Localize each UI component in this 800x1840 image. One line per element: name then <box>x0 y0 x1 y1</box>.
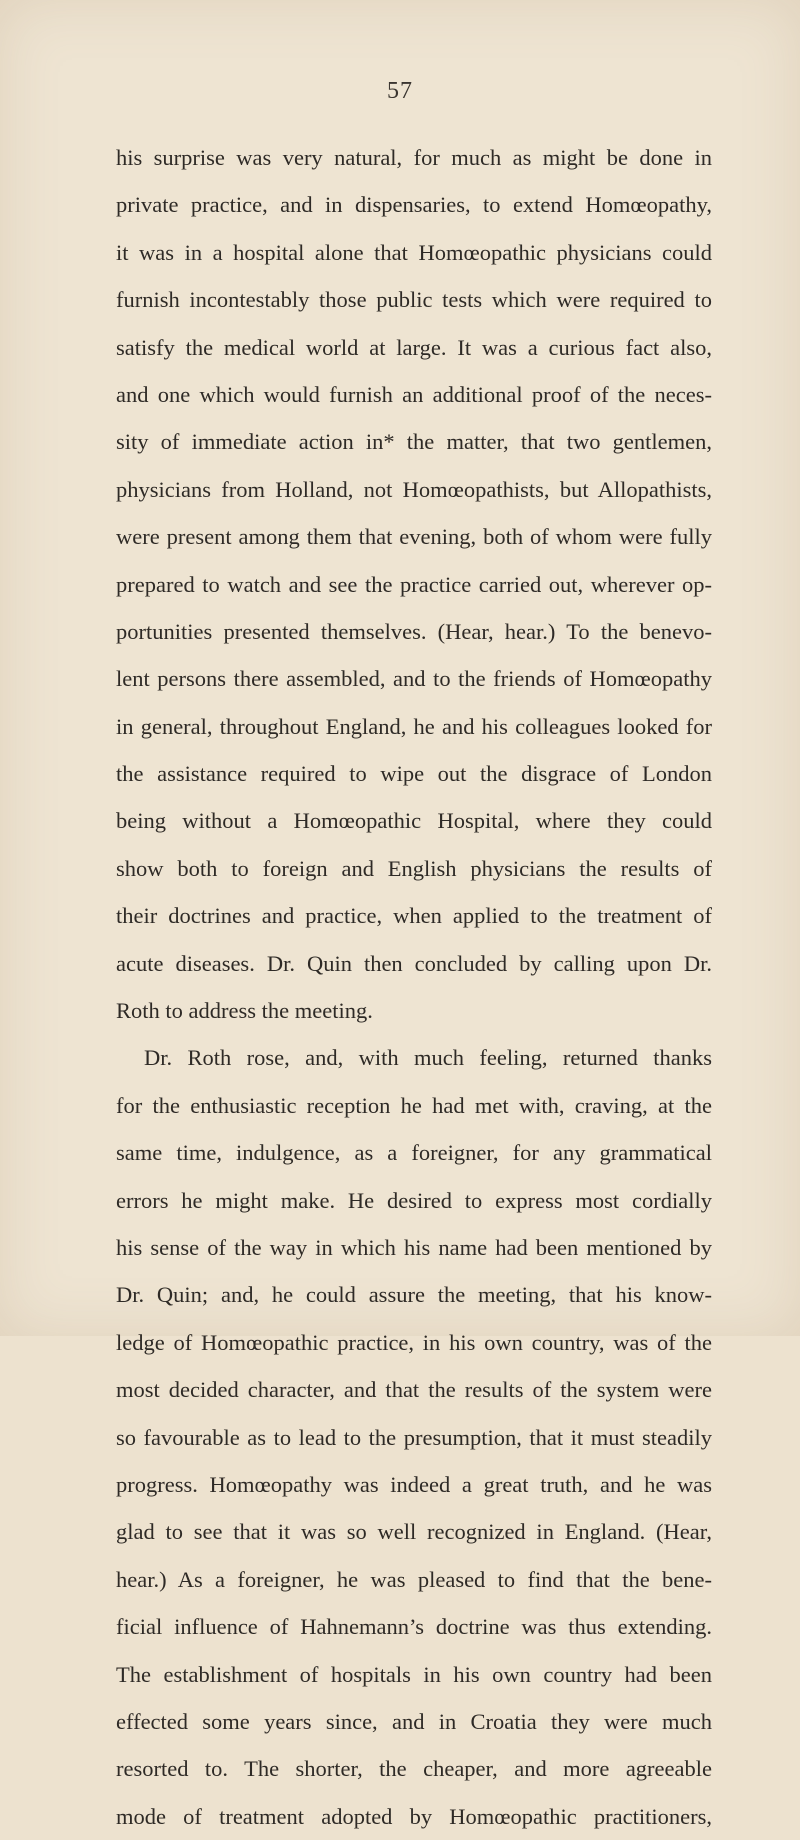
text-line: acute diseases. Dr. Quin then concluded by calling upon Dr. <box>116 950 712 976</box>
text-line: for the enthusiastic reception he had met with, craving, at the <box>116 1092 712 1118</box>
text-line: progress. Homœopathy was indeed a great truth, and he was <box>116 1471 712 1497</box>
text-line: portunities presented themselves. (Hear, hear.) To the benevo- <box>116 618 712 644</box>
text-line: and one which would furnish an additional proof of the neces- <box>116 381 712 407</box>
text-line: show both to foreign and English physicians the results of <box>116 855 712 881</box>
text-line: prepared to watch and see the practice carried out, wherever op- <box>116 571 712 597</box>
text-line: sity of immediate action in* the matter, that two gentlemen, <box>116 429 712 455</box>
text-line: effected some years since, and in Croatia they were much <box>116 1708 712 1734</box>
text-line: were present among them that evening, both of whom were fully <box>116 524 712 550</box>
paragraph-start-line: Dr. Roth rose, and, with much feeling, returned thanks <box>144 1045 712 1071</box>
text-line: ficial influence of Hahnemann’s doctrine was thus extending. <box>116 1614 712 1640</box>
text-line: resorted to. The shorter, the cheaper, and more agreeable <box>116 1756 712 1782</box>
text-line: their doctrines and practice, when applied to the treatment of <box>116 903 712 929</box>
body-text <box>116 134 712 1840</box>
text-line: private practice, and in dispensaries, to extend Homœopathy, <box>116 192 712 218</box>
text-line: it was in a hospital alone that Homœopathic physicians could <box>116 239 712 265</box>
text-line: errors he might make. He desired to express most cordially <box>116 1187 712 1213</box>
text-line: satisfy the medical world at large. It was a curious fact also, <box>116 334 712 360</box>
text-line: furnish incontestably those public tests which were required to <box>116 287 712 313</box>
text-line: physicians from Holland, not Homœopathists, but Allopathists, <box>116 476 712 502</box>
text-line: in general, throughout England, he and his colleagues looked for <box>116 713 712 739</box>
text-line: hear.) As a foreigner, he was pleased to find that the bene- <box>116 1566 712 1592</box>
text-line: glad to see that it was so well recognized in England. (Hear, <box>116 1519 712 1545</box>
page-number: 57 <box>387 78 413 104</box>
text-line: the assistance required to wipe out the disgrace of London <box>116 761 712 787</box>
text-line: his sense of the way in which his name had been mentioned by <box>116 1234 712 1260</box>
text-line: ledge of Homœopathic practice, in his own country, was of the <box>116 1329 712 1355</box>
text-line: lent persons there assembled, and to the friends of Homœopathy <box>116 666 712 692</box>
text-line: Dr. Quin; and, he could assure the meeting, that his know- <box>116 1282 712 1308</box>
text-line: being without a Homœopathic Hospital, where they could <box>116 808 712 834</box>
text-line: same time, indulgence, as a foreigner, for any grammatical <box>116 1140 712 1166</box>
text-line: mode of treatment adopted by Homœopathic practitioners, <box>116 1803 712 1829</box>
text-line: most decided character, and that the results of the system were <box>116 1377 712 1403</box>
paragraph-end-line: Roth to address the meeting. <box>116 998 373 1024</box>
text-line: The establishment of hospitals in his own country had been <box>116 1661 712 1687</box>
text-line: his surprise was very natural, for much as might be done in <box>116 145 712 170</box>
text-line: so favourable as to lead to the presumption, that it must steadily <box>116 1424 712 1450</box>
